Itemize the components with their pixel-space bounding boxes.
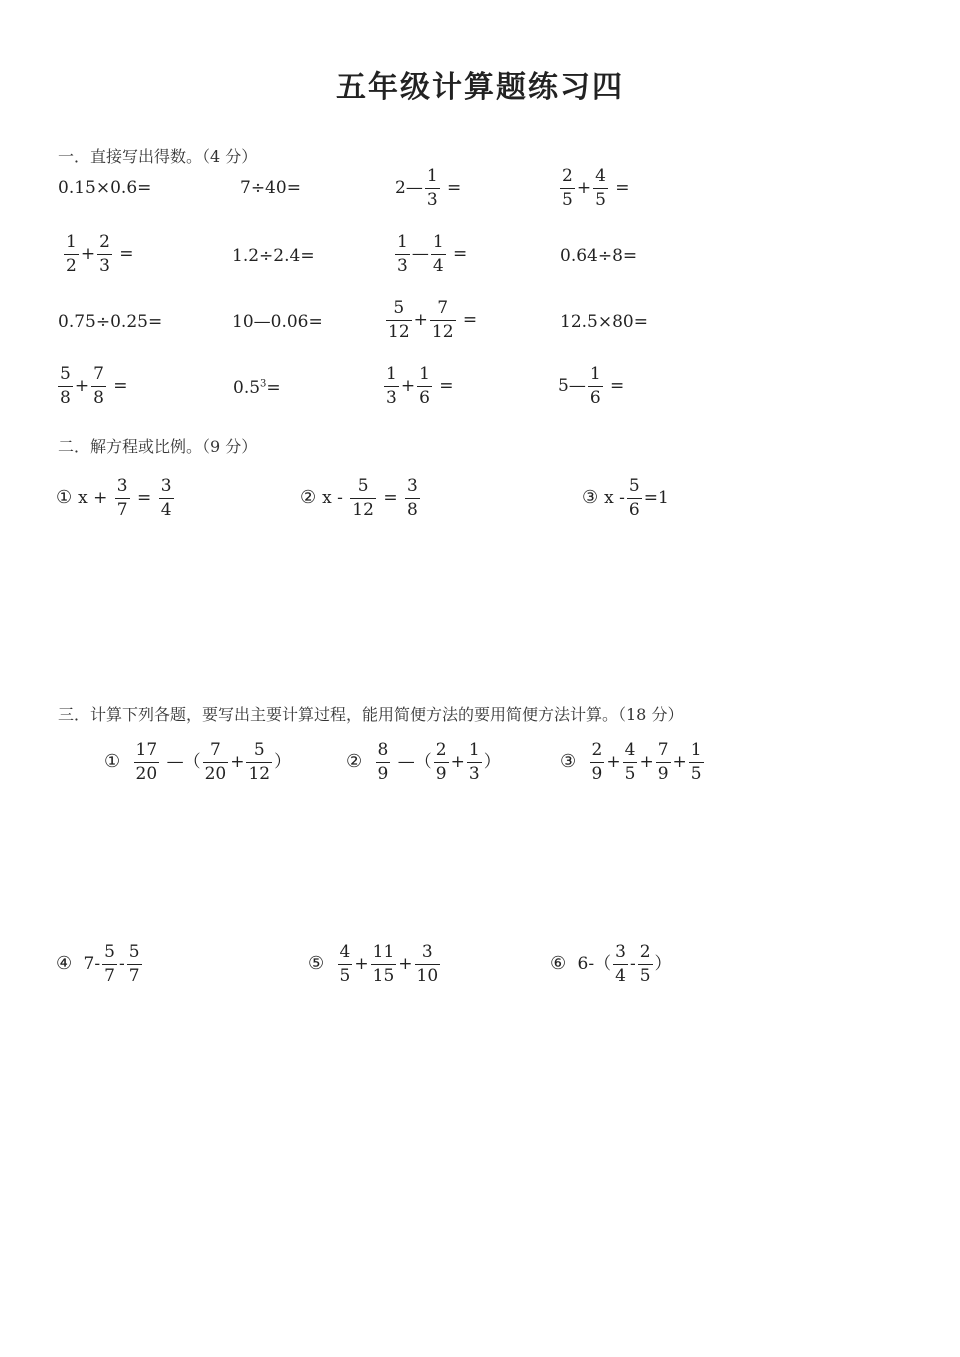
equation-1: ① x + $\frac{3}{7}$ = $\frac{3}{4}$ [56,476,172,520]
problem-1-15: $\frac{1}{3}$ + $\frac{1}{6}$ = [386,364,454,408]
page-title: 五年级计算题练习四 [336,70,624,105]
problem-1-7: $\frac{1}{3}$ — $\frac{1}{4}$ = [397,232,468,276]
calc-problem-5: ⑤ $\frac{4}{5}$ + $\frac{11}{15}$ + $\frac{3}{10}$ [308,942,439,986]
equation-3: ③ x - $\frac{5}{6}$ =1 [582,476,669,520]
section-2-heading: 二．解方程或比例。（9 分） [58,437,258,456]
calc-problem-2: ② $\frac{8}{9}$ —（ $\frac{2}{9}$ + $\frac{1}{3}$ ） [346,740,501,784]
section-1-heading: 一．直接写出得数。（4 分） [58,147,258,166]
problem-1-2: 7÷40= [240,178,301,198]
problem-1-16: 5— $\frac{1}{6}$ = [558,364,625,408]
problem-1-12: 12.5×80= [560,312,648,332]
problem-1-6: 1.2÷2.4= [232,246,315,266]
problem-1-4: $\frac{2}{5}$ + $\frac{4}{5}$ = [562,166,630,210]
calc-problem-1: ① $\frac{17}{20}$ —（ $\frac{7}{20}$ + $\frac{5}{12}$ ） [104,740,292,784]
calc-problem-4: ④ 7- $\frac{5}{7}$ - $\frac{5}{7}$ [56,942,140,986]
equation-2: ② x - $\frac{5}{12}$ = $\frac{3}{8}$ [300,476,418,520]
section-3-heading: 三．计算下列各题，要写出主要计算过程，能用简便方法的要用简便方法计算。（18 分） [58,705,684,724]
problem-1-10: 10—0.06= [232,312,323,332]
problem-1-11: $\frac{5}{12}$ + $\frac{7}{12}$ = [388,298,478,342]
problem-1-13: $\frac{5}{8}$ + $\frac{7}{8}$ = [60,364,128,408]
problem-1-5: $\frac{1}{2}$ + $\frac{2}{3}$ = [66,232,134,276]
problem-1-9: 0.75÷0.25= [58,312,163,332]
problem-1-14: $0.5^3=$ [233,378,281,398]
problem-1-3: 2— $\frac{1}{3}$ = [395,166,462,210]
calc-problem-6: ⑥ 6-（ $\frac{3}{4}$ - $\frac{2}{5}$ ） [550,942,672,986]
problem-1-1: 0.15×0.6= [58,178,152,198]
calc-problem-3: ③ $\frac{2}{9}$ + $\frac{4}{5}$ + $\frac{7}{9}$ + $\frac{1}{5}$ [560,740,702,784]
problem-1-8: 0.64÷8= [560,246,638,266]
